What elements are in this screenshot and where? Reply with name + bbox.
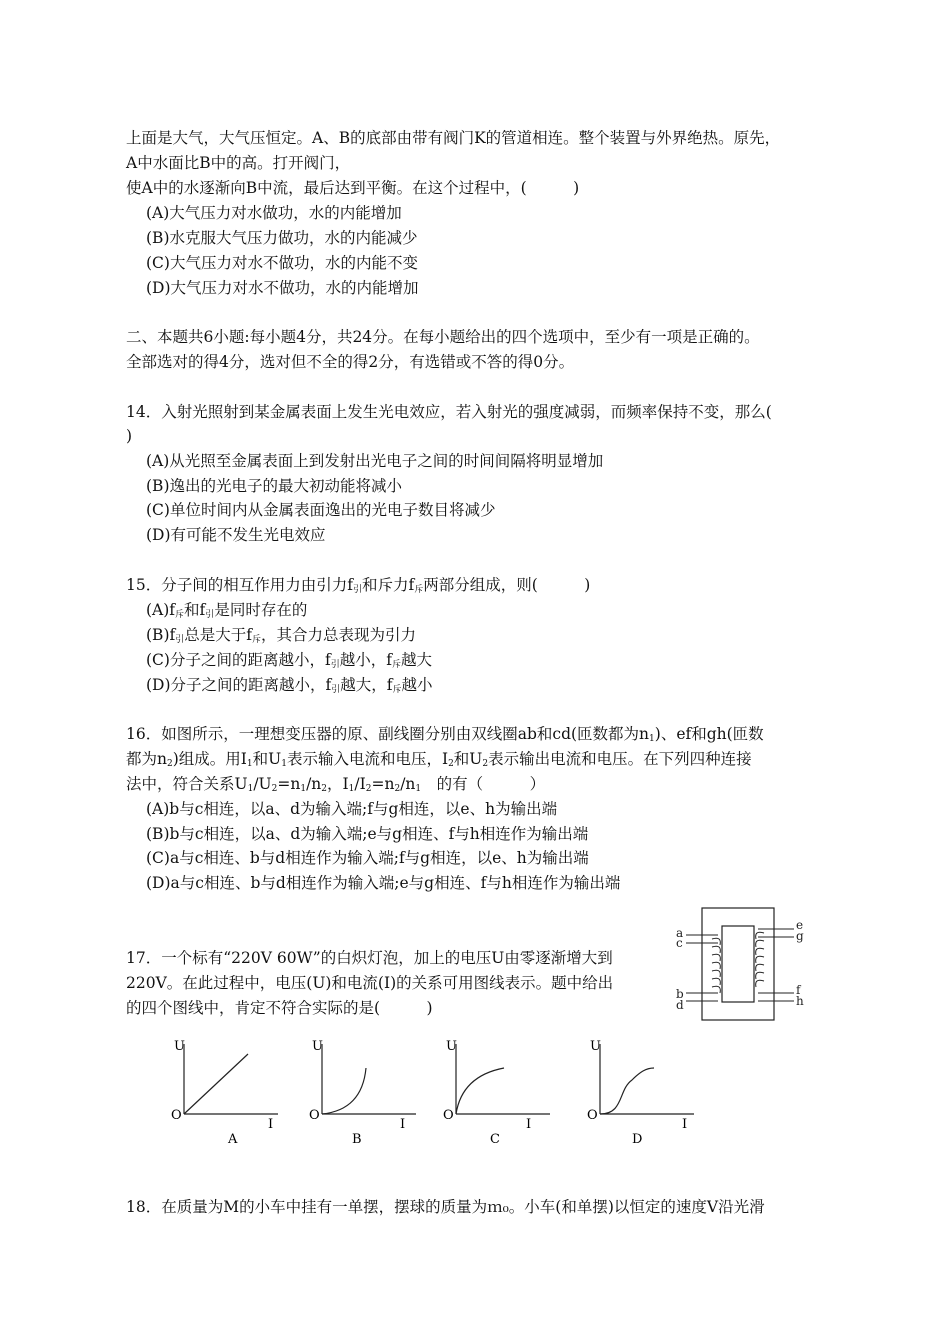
q16-line-1: 16．如图所示，一理想变压器的原、副线圈分别由双线圈ab和cd(匝数都为$n_1$)、ef和gh(匝数 [126, 725, 764, 744]
graph-c-origin: O [443, 1108, 454, 1123]
q18-line-1: 18．在质量为M的小车中挂有一单摆，摆球的质量为ｍ₀。小车(和单摆)以恒定的速度V沿光滑 [126, 1198, 765, 1216]
intro-line-3: 使A中的水逐渐向B中流，最后达到平衡。在这个过程中，( ) [126, 179, 580, 197]
graph-d-caption: D [632, 1132, 643, 1147]
q14-line-2: ) [126, 427, 133, 445]
graph-c-x-label: I [526, 1117, 532, 1132]
q16-option-a: (A)b与c相连，以a、d为输入端;f与g相连，以e、h为输出端 [146, 800, 558, 818]
transformer-core-outer [702, 908, 774, 1020]
graph-c-caption: C [490, 1132, 500, 1147]
graph-d-y-label: U [590, 1039, 601, 1054]
section2-line-1: 二、本题共6小题:每小题4分，共24分。在每小题给出的四个选项中，至少有一项是正确的。 [126, 328, 760, 346]
graph-c [440, 1030, 560, 1150]
graph-d-x-label: I [682, 1117, 688, 1132]
graph-b [306, 1030, 426, 1150]
q15-option-b: $(B)f_引$总是大于$f_斥$，其合力总表现为引力 [146, 626, 417, 645]
q15-option-a: $(A)f_斥$和$f_引$是同时存在的 [146, 601, 308, 620]
graph-a-caption: A [228, 1132, 238, 1147]
graph-b-caption: B [352, 1132, 362, 1147]
graph-d-origin: O [587, 1108, 598, 1123]
q14-option-d: (D)有可能不发生光电效应 [146, 526, 326, 544]
intro-option-b: (B)水克服大气压力做功，水的内能减少 [146, 229, 418, 247]
terminal-c: c [676, 936, 683, 950]
graph-b-y-label: U [312, 1039, 323, 1054]
q15-option-c: (C)分子之间的距离越小，$f_引$越小，$f_斥$越大 [146, 651, 432, 670]
graph-b-x-label: I [400, 1117, 406, 1132]
q14-option-b: (B)逸出的光电子的最大初动能将减小 [146, 477, 402, 495]
intro-option-c: (C)大气压力对水不做功，水的内能不变 [146, 254, 418, 272]
graph-a-y-label: U [174, 1039, 185, 1054]
transformer-diagram [672, 906, 824, 1026]
terminal-g: g [796, 929, 804, 943]
graph-a-x-label: I [268, 1117, 274, 1132]
terminal-d: d [676, 998, 684, 1012]
graph-a-origin: O [171, 1108, 182, 1123]
q14-option-a: (A)从光照至金属表面上到发射出光电子之间的时间间隔将明显增加 [146, 452, 604, 470]
q14-option-c: (C)单位时间内从金属表面逸出的光电子数目将减少 [146, 501, 496, 519]
intro-option-a: (A)大气压力对水做功，水的内能增加 [146, 204, 402, 222]
graph-c-y-label: U [446, 1039, 457, 1054]
terminal-e: e [796, 918, 804, 932]
q17-line-3: 的四个图线中，肯定不符合实际的是( ) [126, 999, 433, 1017]
transformer-core-window [722, 926, 754, 1002]
intro-line-1: 上面是大气，大气压恒定。A、B的底部由带有阀门K的管道相连。整个装置与外界绝热。原先， [126, 129, 781, 147]
graph-a-curve [184, 1054, 248, 1114]
terminal-labels [676, 918, 804, 1012]
q16-option-b: (B)b与c相连，以a、d为输入端;e与g相连、f与h相连作为输出端 [146, 825, 589, 843]
q16-line-3: 法中，符合关系$U_1/U_2=n_1/n_2$，$I_1/I_2=n_2/n_1$ 的有（ ） [126, 775, 546, 794]
graph-b-origin: O [309, 1108, 320, 1123]
primary-coil [686, 935, 720, 1001]
q17-line-2: 220V。在此过程中，电压(U)和电流(I)的关系可用图线表示。题中给出 [126, 974, 614, 992]
q14-line-1: 14．入射光照射到某金属表面上发生光电效应，若入射光的强度减弱，而频率保持不变，那么( [126, 403, 772, 421]
q15-option-d: (D)分子之间的距离越小，$f_引$越大，$f_斥$越小 [146, 676, 433, 695]
section2-line-2: 全部选对的得4分，选对但不全的得2分，有选错或不答的得0分。 [126, 353, 575, 371]
q16-option-c: (C)a与c相连、b与d相连作为输入端;f与g相连，以e、h为输出端 [146, 849, 589, 867]
graph-a [168, 1030, 288, 1150]
graph-d [584, 1030, 704, 1150]
secondary-coil [756, 929, 794, 1001]
q17-line-1: 17．一个标有“220V 60W”的白炽灯泡，加上的电压U由零逐渐增大到 [126, 949, 613, 967]
graph-b-curve [322, 1068, 366, 1114]
graph-c-curve [456, 1068, 504, 1114]
terminal-b: b [676, 987, 684, 1001]
terminal-h: h [796, 994, 804, 1008]
intro-option-d: (D)大气压力对水不做功，水的内能增加 [146, 279, 419, 297]
terminal-f: f [796, 983, 801, 997]
q16-option-d: (D)a与c相连、b与d相连作为输入端;e与g相连、f与h相连作为输出端 [146, 874, 621, 892]
intro-line-2: A中水面比B中的高。打开阀门， [126, 154, 351, 172]
graph-d-curve [600, 1068, 654, 1114]
q16-line-2: 都为$n_2$)组成。用$I_1$和$U_1$表示输入电流和电压，$I_2$和$U_2$表示输出电流和电压。在下列四种连接 [126, 750, 752, 769]
q15-stem: 15．分子间的相互作用力由引力$f_引$和斥力$f_斥$两部分组成，则( ) [126, 576, 591, 595]
terminal-a: a [676, 926, 684, 940]
